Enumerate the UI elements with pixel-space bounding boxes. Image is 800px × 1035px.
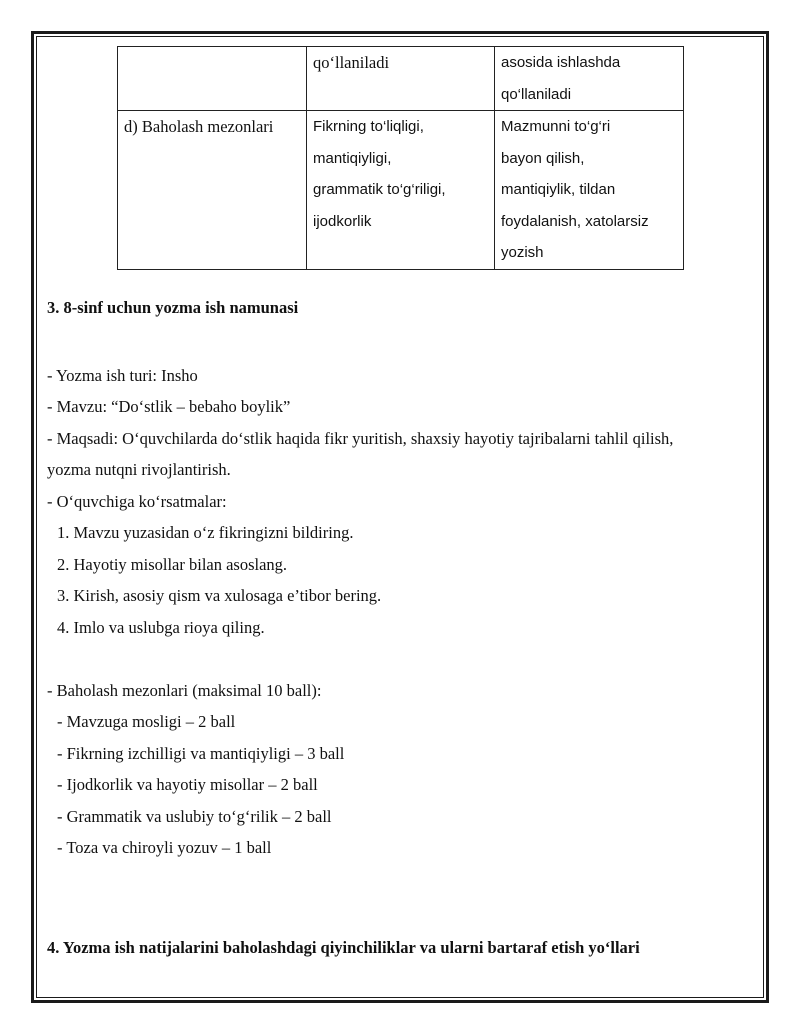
cell-line: foydalanish, xatolarsiz	[501, 212, 649, 230]
table-cell: d) Baholash mezonlari	[118, 111, 307, 270]
cell-line: asosida ishlashda	[501, 54, 621, 71]
instruction-item: 3. Kirish, asosiy qism va xulosaga e’tibor bering.	[57, 586, 382, 605]
cell-line: grammatik to‘g‘riligi,	[313, 181, 446, 198]
essay-goal-line: - Maqsadi: O‘quvchilarda do‘stlik haqida fikr yuritish, shaxsiy hayotiy tajribalarni tahlil qilish,	[47, 429, 674, 448]
table-cell	[118, 47, 307, 111]
criteria-table	[117, 46, 684, 270]
instruction-item: 2. Hayotiy misollar bilan asoslang.	[57, 555, 288, 574]
criteria-item: - Ijodkorlik va hayotiy misollar – 2 ball	[57, 775, 318, 794]
cell-line: Mazmunni to‘g‘ri	[501, 118, 611, 135]
section-4-heading: 4. Yozma ish natijalarini baholashdagi qiyinchiliklar va ularni bartaraf etish yo‘llari	[47, 938, 640, 957]
cell-line: ijodkorlik	[313, 212, 372, 230]
cell-line: bayon qilish,	[501, 149, 585, 167]
cell-line: mantiqiylik, tildan	[501, 181, 616, 198]
criteria-title: - Baholash mezonlari (maksimal 10 ball):	[47, 681, 322, 700]
criteria-item: - Fikrning izchilligi va mantiqiyligi – 3 ball	[57, 744, 345, 763]
cell-line: yozish	[501, 244, 544, 261]
cell-line: Fikrning to‘liqligi,	[313, 118, 424, 135]
instruction-item: 1. Mavzu yuzasidan o‘z fikringizni bildiring.	[57, 523, 354, 542]
criteria-item: - Toza va chiroyli yozuv – 1 ball	[57, 838, 272, 857]
essay-topic: - Mavzu: “Do‘stlik – bebaho boylik”	[47, 397, 291, 416]
criteria-item: - Mavzuga mosligi – 2 ball	[57, 712, 236, 731]
essay-type: - Yozma ish turi: Insho	[47, 366, 198, 385]
table-cell	[495, 111, 684, 270]
table-row	[118, 111, 684, 270]
cell-line: qo‘llaniladi	[501, 85, 572, 103]
table-cell	[495, 47, 684, 111]
instruction-item: 4. Imlo va uslubga rioya qiling.	[57, 618, 265, 637]
section-3-heading: 3. 8-sinf uchun yozma ish namunasi	[47, 298, 299, 317]
cell-line: mantiqiyligi,	[313, 149, 392, 167]
criteria-item: - Grammatik va uslubiy to‘g‘rilik – 2 ball	[57, 807, 332, 826]
table-cell: qo‘llaniladi	[307, 47, 495, 111]
table-cell	[307, 111, 495, 270]
instructions-title: - O‘quvchiga ko‘rsatmalar:	[47, 492, 227, 511]
essay-goal-line: yozma nutqni rivojlantirish.	[47, 460, 231, 479]
table-row	[118, 47, 684, 111]
